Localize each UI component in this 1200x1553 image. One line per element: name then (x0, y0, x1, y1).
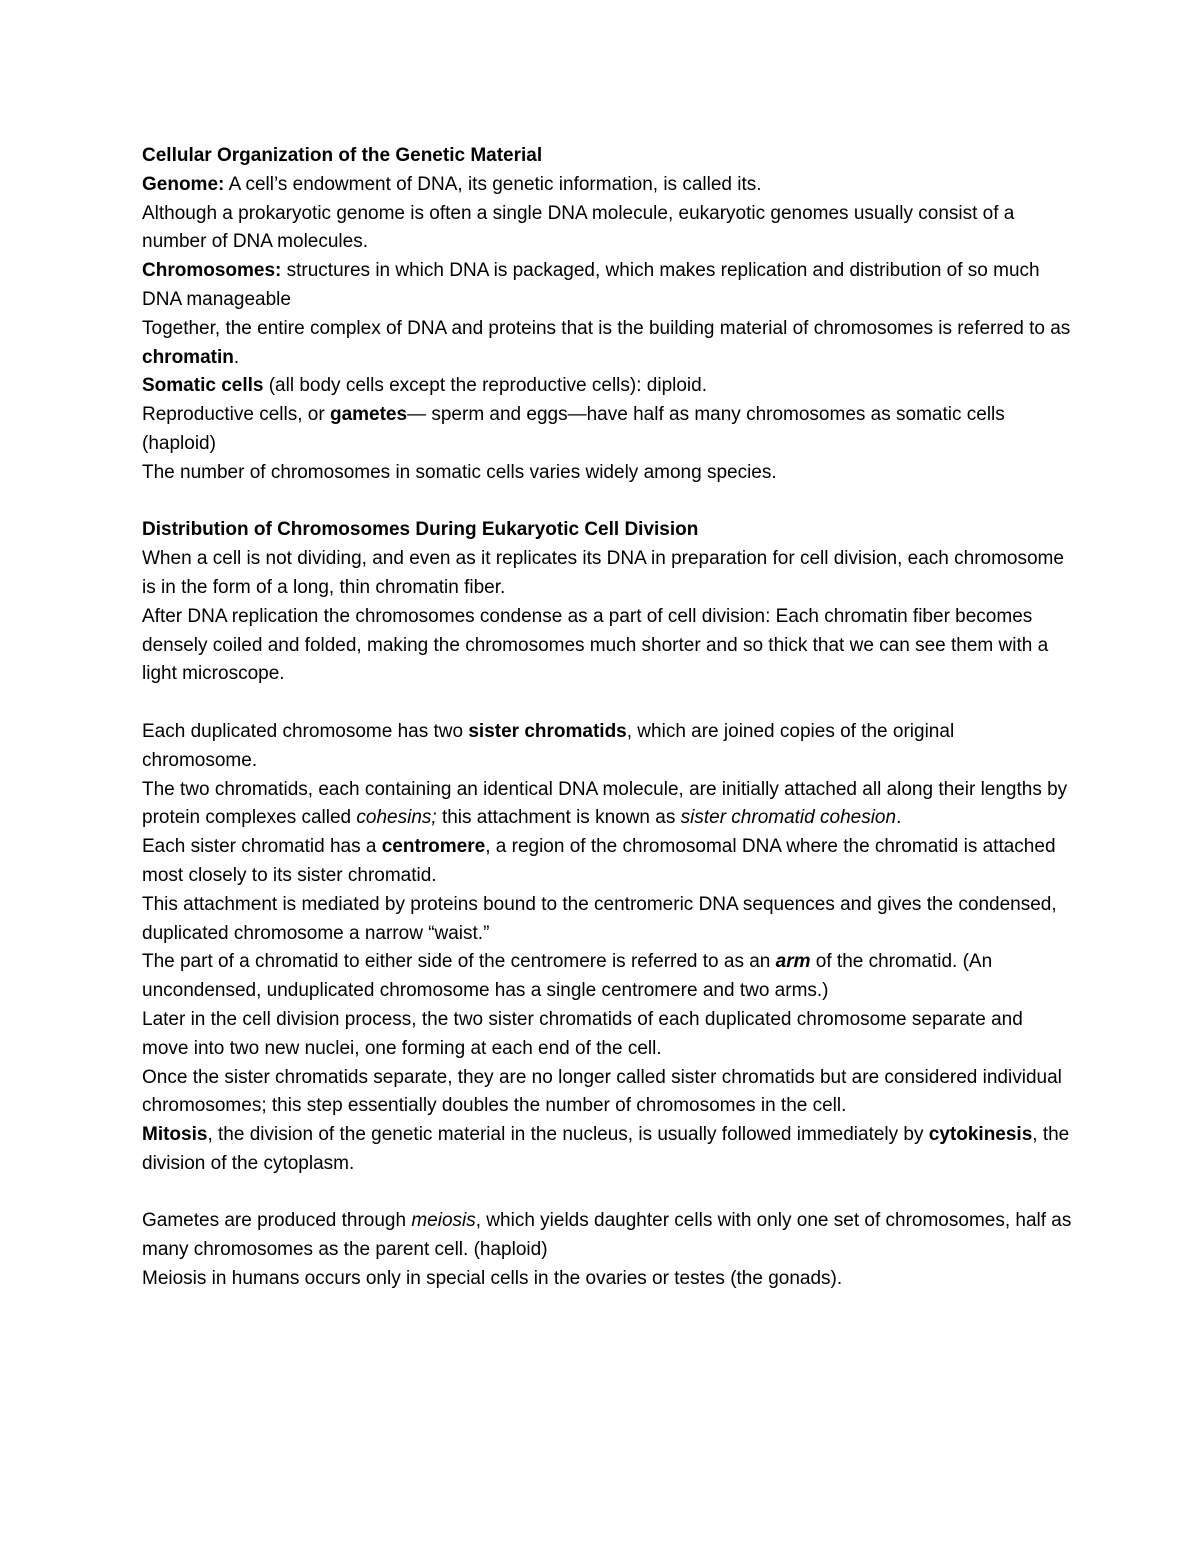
meiosis-text: Gametes are produced through (142, 1210, 412, 1232)
paragraph-once: Once the sister chromatids separate, they are no longer called sister chromatids but are considered individual chromosomes; this step essentially doubles the number of chromosomes in the cell. (142, 1066, 1062, 1117)
mitosis-text: , the division of the genetic material in the nucleus, is usually followed immediately by (207, 1124, 929, 1146)
paragraph-mediated: This attachment is mediated by proteins bound to the centromeric DNA sequences and gives the condensed, duplicated chromosome a narrow “waist.” (142, 893, 1057, 944)
genome-definition: A cell’s endowment of DNA, its genetic information, is called its. (224, 173, 762, 195)
term-chromatin: chromatin (142, 346, 234, 368)
paragraph-after-replication: After DNA replication the chromosomes condense as a part of cell division: Each chromatin fiber becomes densely coiled and folded, making the chromosomes much shorter and so thick that we can see them with a light microscope. (142, 605, 1049, 685)
cohesin-mid: this attachment is known as (436, 807, 681, 829)
paragraph-later: Later in the cell division process, the two sister chromatids of each duplicated chromosome separate and move into two new nuclei, one forming at each end of the cell. (142, 1008, 1023, 1059)
paragraph-chromatin (142, 315, 1072, 373)
paragraph-not-dividing: When a cell is not dividing, and even as it replicates its DNA in preparation for cell division, each chromosome is in the form of a long, thin chromatin fiber. (142, 548, 1064, 598)
cohesin-text: The two chromatids, each containing an identical DNA molecule, are initially attached all along their lengths by protein complexes called (142, 778, 1068, 829)
paragraph-somatic-cells (142, 372, 1072, 401)
term-arm-wrapper (776, 951, 811, 972)
term-chromosomes: Chromosomes: (142, 260, 282, 282)
gametes-text: Reproductive cells, or (142, 404, 330, 426)
meiosis-definition: , which yields daughter cells with only one set of chromosomes, half as many chromosomes as the parent cell. (haploid) (142, 1210, 1072, 1261)
paragraph-cohesins (142, 776, 1072, 834)
section-heading-distribution: Distribution of Chromosomes During Eukaryotic Cell Division (142, 519, 699, 541)
sister-definition: , which are joined copies of the original chromosome. (142, 720, 955, 771)
chromatin-text: Together, the entire complex of DNA and proteins that is the building material of chromosomes is referred to as (142, 317, 1071, 339)
chromosomes-definition: structures in which DNA is packaged, which makes replication and distribution of so much DNA manageable (142, 260, 1040, 310)
term-genome: Genome: (142, 173, 225, 195)
term-mitosis: Mitosis (142, 1124, 208, 1146)
chromatin-end: . (233, 346, 240, 368)
term-somatic-cells: Somatic cells (142, 375, 264, 397)
term-cohesins: cohesins; (356, 807, 437, 829)
cytokinesis-definition: , the division of the cytoplasm. (142, 1124, 1070, 1174)
term-cytokinesis: cytokinesis (928, 1124, 1033, 1146)
paragraph-centromere (142, 833, 1072, 891)
paragraph-chromosome-number: The number of chromosomes in somatic cells varies widely among species. (142, 461, 777, 483)
blank-line (142, 1179, 1072, 1208)
arm-definition: of the chromatid. (An uncondensed, unduplicated chromosome has a single centromere and two arms.) (142, 951, 993, 1002)
gametes-definition: — sperm and eggs—have half as many chromosomes as somatic cells (haploid) (142, 404, 1005, 454)
cohesion-end: . (896, 807, 902, 829)
term-gametes: gametes (329, 404, 408, 426)
somatic-definition: (all body cells except the reproductive cells): diploid. (263, 375, 708, 397)
centromere-definition: , a region of the chromosomal DNA where the chromatid is attached most closely to its sister chromatid. (142, 836, 1056, 886)
term-sister-chromatid-cohesion: sister chromatid cohesion (680, 807, 897, 829)
document-body (142, 142, 1072, 1294)
paragraph-mitosis (142, 1121, 1072, 1179)
arm-text: The part of a chromatid to either side of the centromere is referred to as an (142, 951, 776, 973)
term-arm: arm (775, 951, 811, 973)
blank-line (142, 488, 1072, 517)
blank-line (142, 689, 1072, 718)
paragraph-meiosis (142, 1207, 1072, 1265)
section-heading-cellular-organization: Cellular Organization of the Genetic Material (142, 145, 543, 166)
term-sister-chromatids: sister chromatids (468, 720, 627, 742)
paragraph-chromosomes (142, 257, 1072, 315)
paragraph-arm (142, 948, 1072, 1006)
paragraph-sister-chromatids (142, 718, 1072, 776)
paragraph-prokaryotic: Although a prokaryotic genome is often a single DNA molecule, eukaryotic genomes usually consist of a number of DNA molecules. (142, 202, 1015, 253)
sister-text: Each duplicated chromosome has two (142, 720, 469, 742)
centromere-text: Each sister chromatid has a (142, 836, 382, 858)
paragraph-gametes (142, 401, 1072, 459)
paragraph-genome (142, 171, 1072, 200)
term-meiosis: meiosis (411, 1210, 476, 1232)
term-centromere: centromere (381, 836, 486, 858)
paragraph-meiosis-humans: Meiosis in humans occurs only in special cells in the ovaries or testes (the gonads). (142, 1268, 843, 1290)
